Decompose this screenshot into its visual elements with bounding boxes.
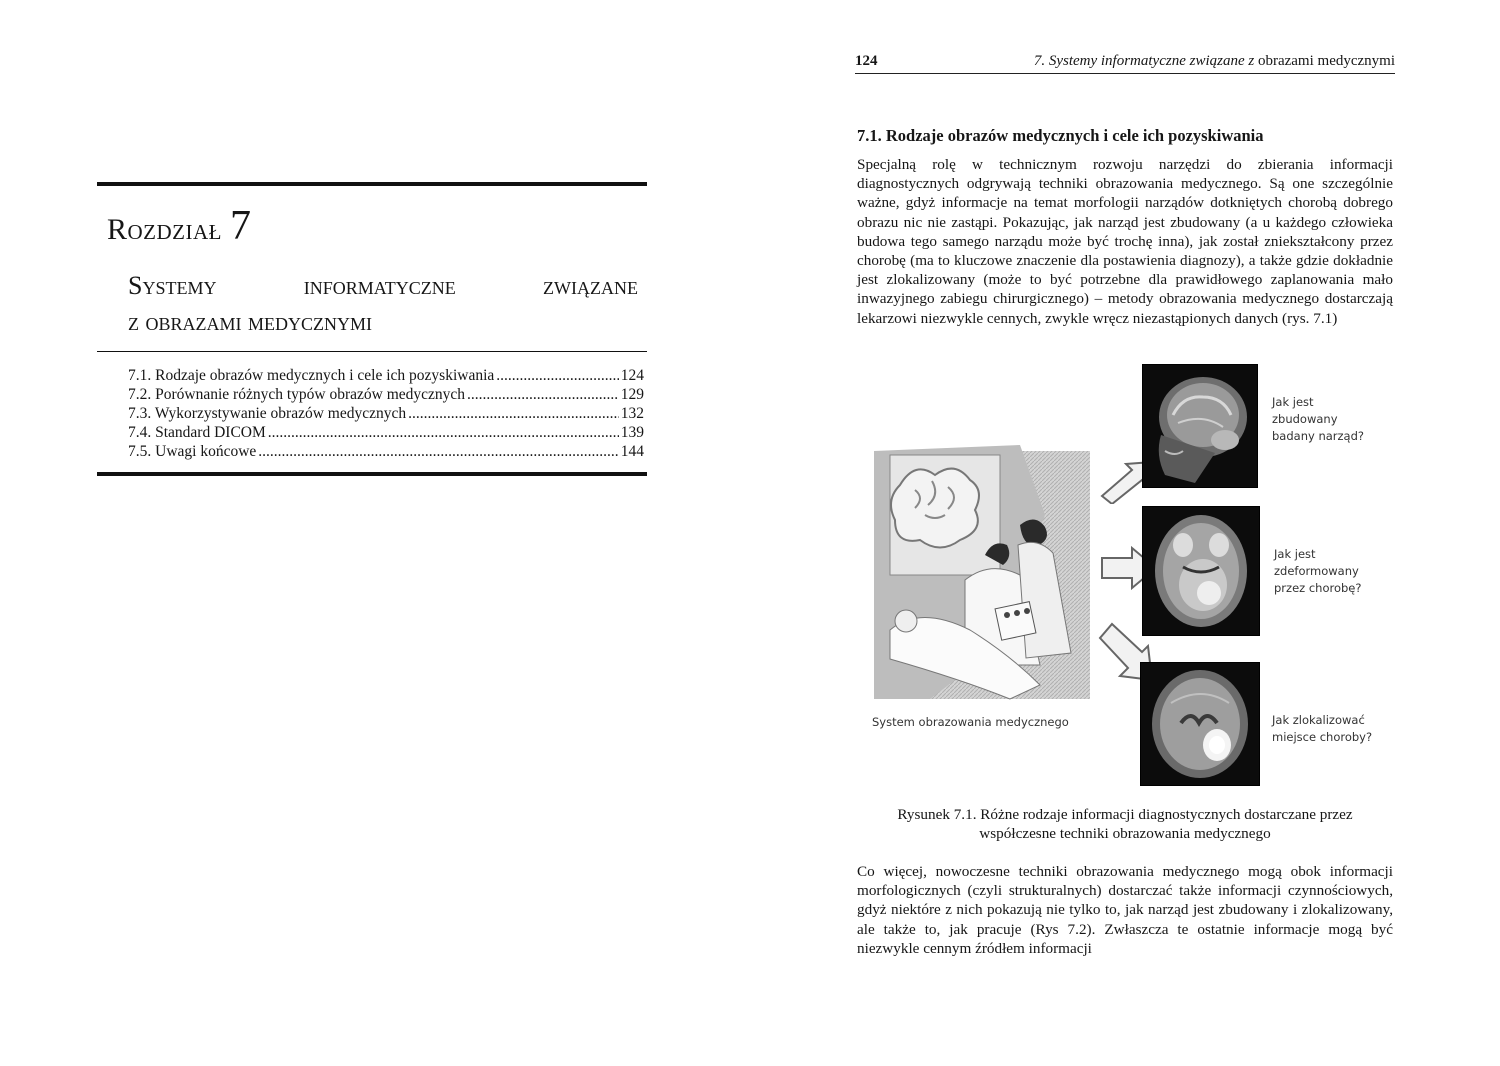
toc-leader-dots — [408, 404, 619, 423]
chapter-title-word: informatyczne — [303, 271, 456, 300]
toc-top-rule — [97, 351, 647, 352]
toc-leader-dots — [268, 423, 619, 442]
figure-system-label: System obrazowania medycznego — [872, 715, 1069, 729]
imaging-system-illustration — [870, 445, 1100, 705]
chapter-label — [107, 202, 251, 250]
toc-entry-title: 7.4. Standard DICOM — [128, 424, 266, 441]
toc-entry-page: 129 — [620, 386, 644, 403]
toc-leader-dots — [258, 442, 618, 461]
chapter-top-rule — [97, 182, 647, 186]
chapter-title-line-2: z obrazami medycznymi — [128, 307, 372, 336]
mri-sagittal-image — [1142, 364, 1258, 488]
toc-entry[interactable] — [128, 366, 644, 385]
running-head-italic: 7. Systemy informatyczne związane z — [1033, 53, 1255, 69]
toc-entry-title: 7.3. Wykorzystywanie obrazów medycznych — [128, 405, 407, 422]
body-paragraph: Co więcej, nowoczesne techniki obrazowania medycznego mogą obok informacji morfologicznych (czyli strukturalnych) dostarczać także informacji czynnościowych, gdyż niektóre z nich pokazują nie tylko to, jak narząd jest zbudowany i zlokalizowany, ale także to, jak pracuje (Rys 7.2). Zwłaszcza te ostatnie informacje mogą być niezwykle cennym źródłem informacji — [857, 863, 1393, 957]
chapter-title-line-1 — [128, 268, 638, 304]
toc-leader-dots — [467, 385, 619, 404]
toc-entry[interactable] — [128, 442, 644, 461]
toc-entry-page: 132 — [620, 405, 644, 422]
figure-caption — [857, 805, 1393, 843]
running-head — [855, 53, 1395, 74]
chapter-label-text: Rozdział — [107, 213, 222, 246]
chapter-title-word: związane — [543, 271, 638, 300]
chapter-title-word: Systemy — [128, 271, 217, 300]
toc-entry-page: 124 — [620, 367, 644, 384]
running-head-plain: obrazami medycznymi — [1254, 53, 1395, 69]
toc-entry-title: 7.5. Uwagi końcowe — [128, 443, 257, 460]
page-number: 124 — [855, 53, 878, 69]
chapter-bottom-rule — [97, 472, 647, 476]
toc-entry-page: 144 — [620, 443, 644, 460]
table-of-contents — [128, 366, 644, 461]
figure-caption-line-1: Rysunek 7.1. Różne rodzaje informacji diagnostycznych dostarczane przez — [897, 806, 1353, 823]
toc-entry[interactable] — [128, 423, 644, 442]
right-page — [750, 0, 1500, 1066]
toc-entry[interactable] — [128, 385, 644, 404]
section-heading: 7.1. Rodzaje obrazów medycznych i cele ich pozyskiwania — [857, 126, 1264, 145]
figure-question-2: Jak jest zdeformowany przez chorobę? — [1274, 547, 1362, 595]
toc-leader-dots — [496, 366, 618, 385]
figure-caption-line-2: współczesne techniki obrazowania medycznego — [979, 825, 1271, 842]
toc-entry-title: 7.2. Porównanie różnych typów obrazów medycznych — [128, 386, 466, 403]
chapter-number: 7 — [229, 203, 252, 249]
figure-7-1 — [870, 360, 1390, 790]
body-paragraph: Specjalną rolę w technicznym rozwoju narzędzi do zbierania informacji diagnostycznych odgrywają techniki obrazowania medycznego. Są one szczególnie ważne, gdyż informacje na temat morfologii narządów dotkniętych chorobą dobrego obrazu nic nie zastąpi. Pokazując, jak narząd jest zbudowany (a u każdego człowieka budowa tego samego narządu może być trochę inna), jak został zniekształcony przez chorobę (ma to kluczowe znaczenie dla postawienia diagnozy), a także gdzie dokładnie jest zlokalizowany (może to być potrzebne dla prawidłowego zaplanowania mało inwazyjnego zabiegu chirurgicznego) – metody obrazowania medycznego dostarczają lekarzowi niezwykle cennych, zwykle wręcz niezastąpionych danych (rys. 7.1) — [857, 156, 1393, 327]
mri-axial-deformed-image — [1142, 506, 1260, 636]
toc-entry-page: 139 — [620, 424, 644, 441]
figure-question-1: Jak jest zbudowany badany narząd? — [1272, 395, 1364, 443]
mri-axial-lesion-image — [1140, 662, 1260, 786]
toc-entry[interactable] — [128, 404, 644, 423]
chapter-title — [128, 268, 638, 340]
toc-entry-title: 7.1. Rodzaje obrazów medycznych i cele ich pozyskiwania — [128, 367, 495, 384]
figure-question-3: Jak zlokalizować miejsce choroby? — [1272, 713, 1373, 744]
running-head-title — [1034, 53, 1395, 70]
